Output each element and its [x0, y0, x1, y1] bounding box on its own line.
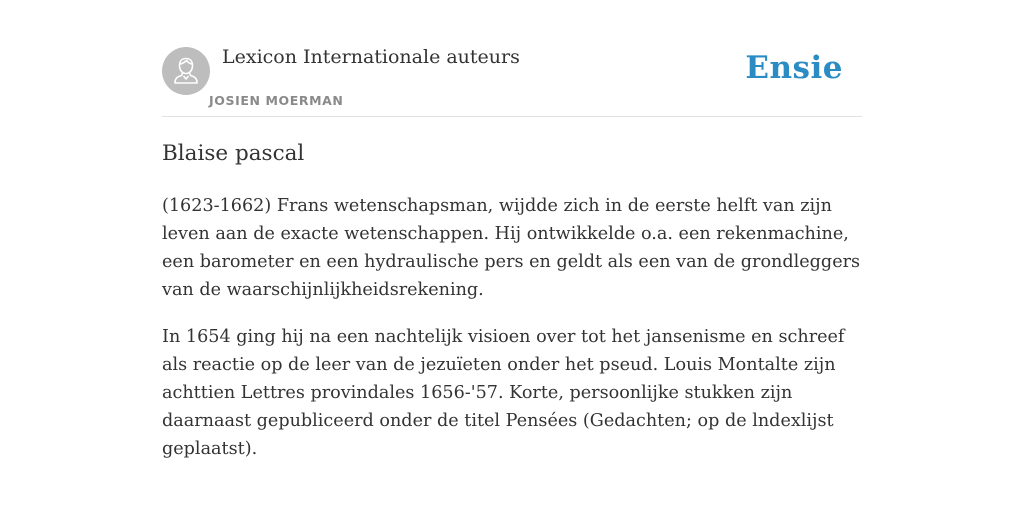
page-container [162, 0, 862, 459]
author-avatar[interactable] [162, 47, 210, 95]
brand-logo[interactable]: Ensie [745, 50, 843, 86]
article-paragraph: (1623-1662) Frans wetenschapsman, wijdde zich in de eerste helft van zijn leven aan de exacte wetenschappen. Hij ontwikkelde o.a. een rekenmachine, een barometer en een hydraulische pers en geldt als een van de grondleggers van de waarschijnlijkheidsrekening. [162, 196, 861, 300]
article-body [162, 192, 862, 482]
user-placeholder-icon [162, 47, 210, 95]
article-title: Blaise pascal [162, 141, 305, 166]
page-header [162, 0, 862, 117]
author-name[interactable]: JOSIEN MOERMAN [209, 93, 344, 108]
lexicon-title[interactable]: Lexicon Internationale auteurs [222, 46, 520, 68]
article-paragraph: In 1654 ging hij na een nachtelijk visioen over tot het jansenisme en schreef als reactie op de leer van de jezuïeten onder het pseud. Louis Montalte zijn achttien Lettres provindales 1656-'57. Korte, persoonlijke stukken zijn daarnaast gepubliceerd onder de titel Pensées (Gedachten; op de lndexlijst geplaatst). [162, 327, 845, 459]
